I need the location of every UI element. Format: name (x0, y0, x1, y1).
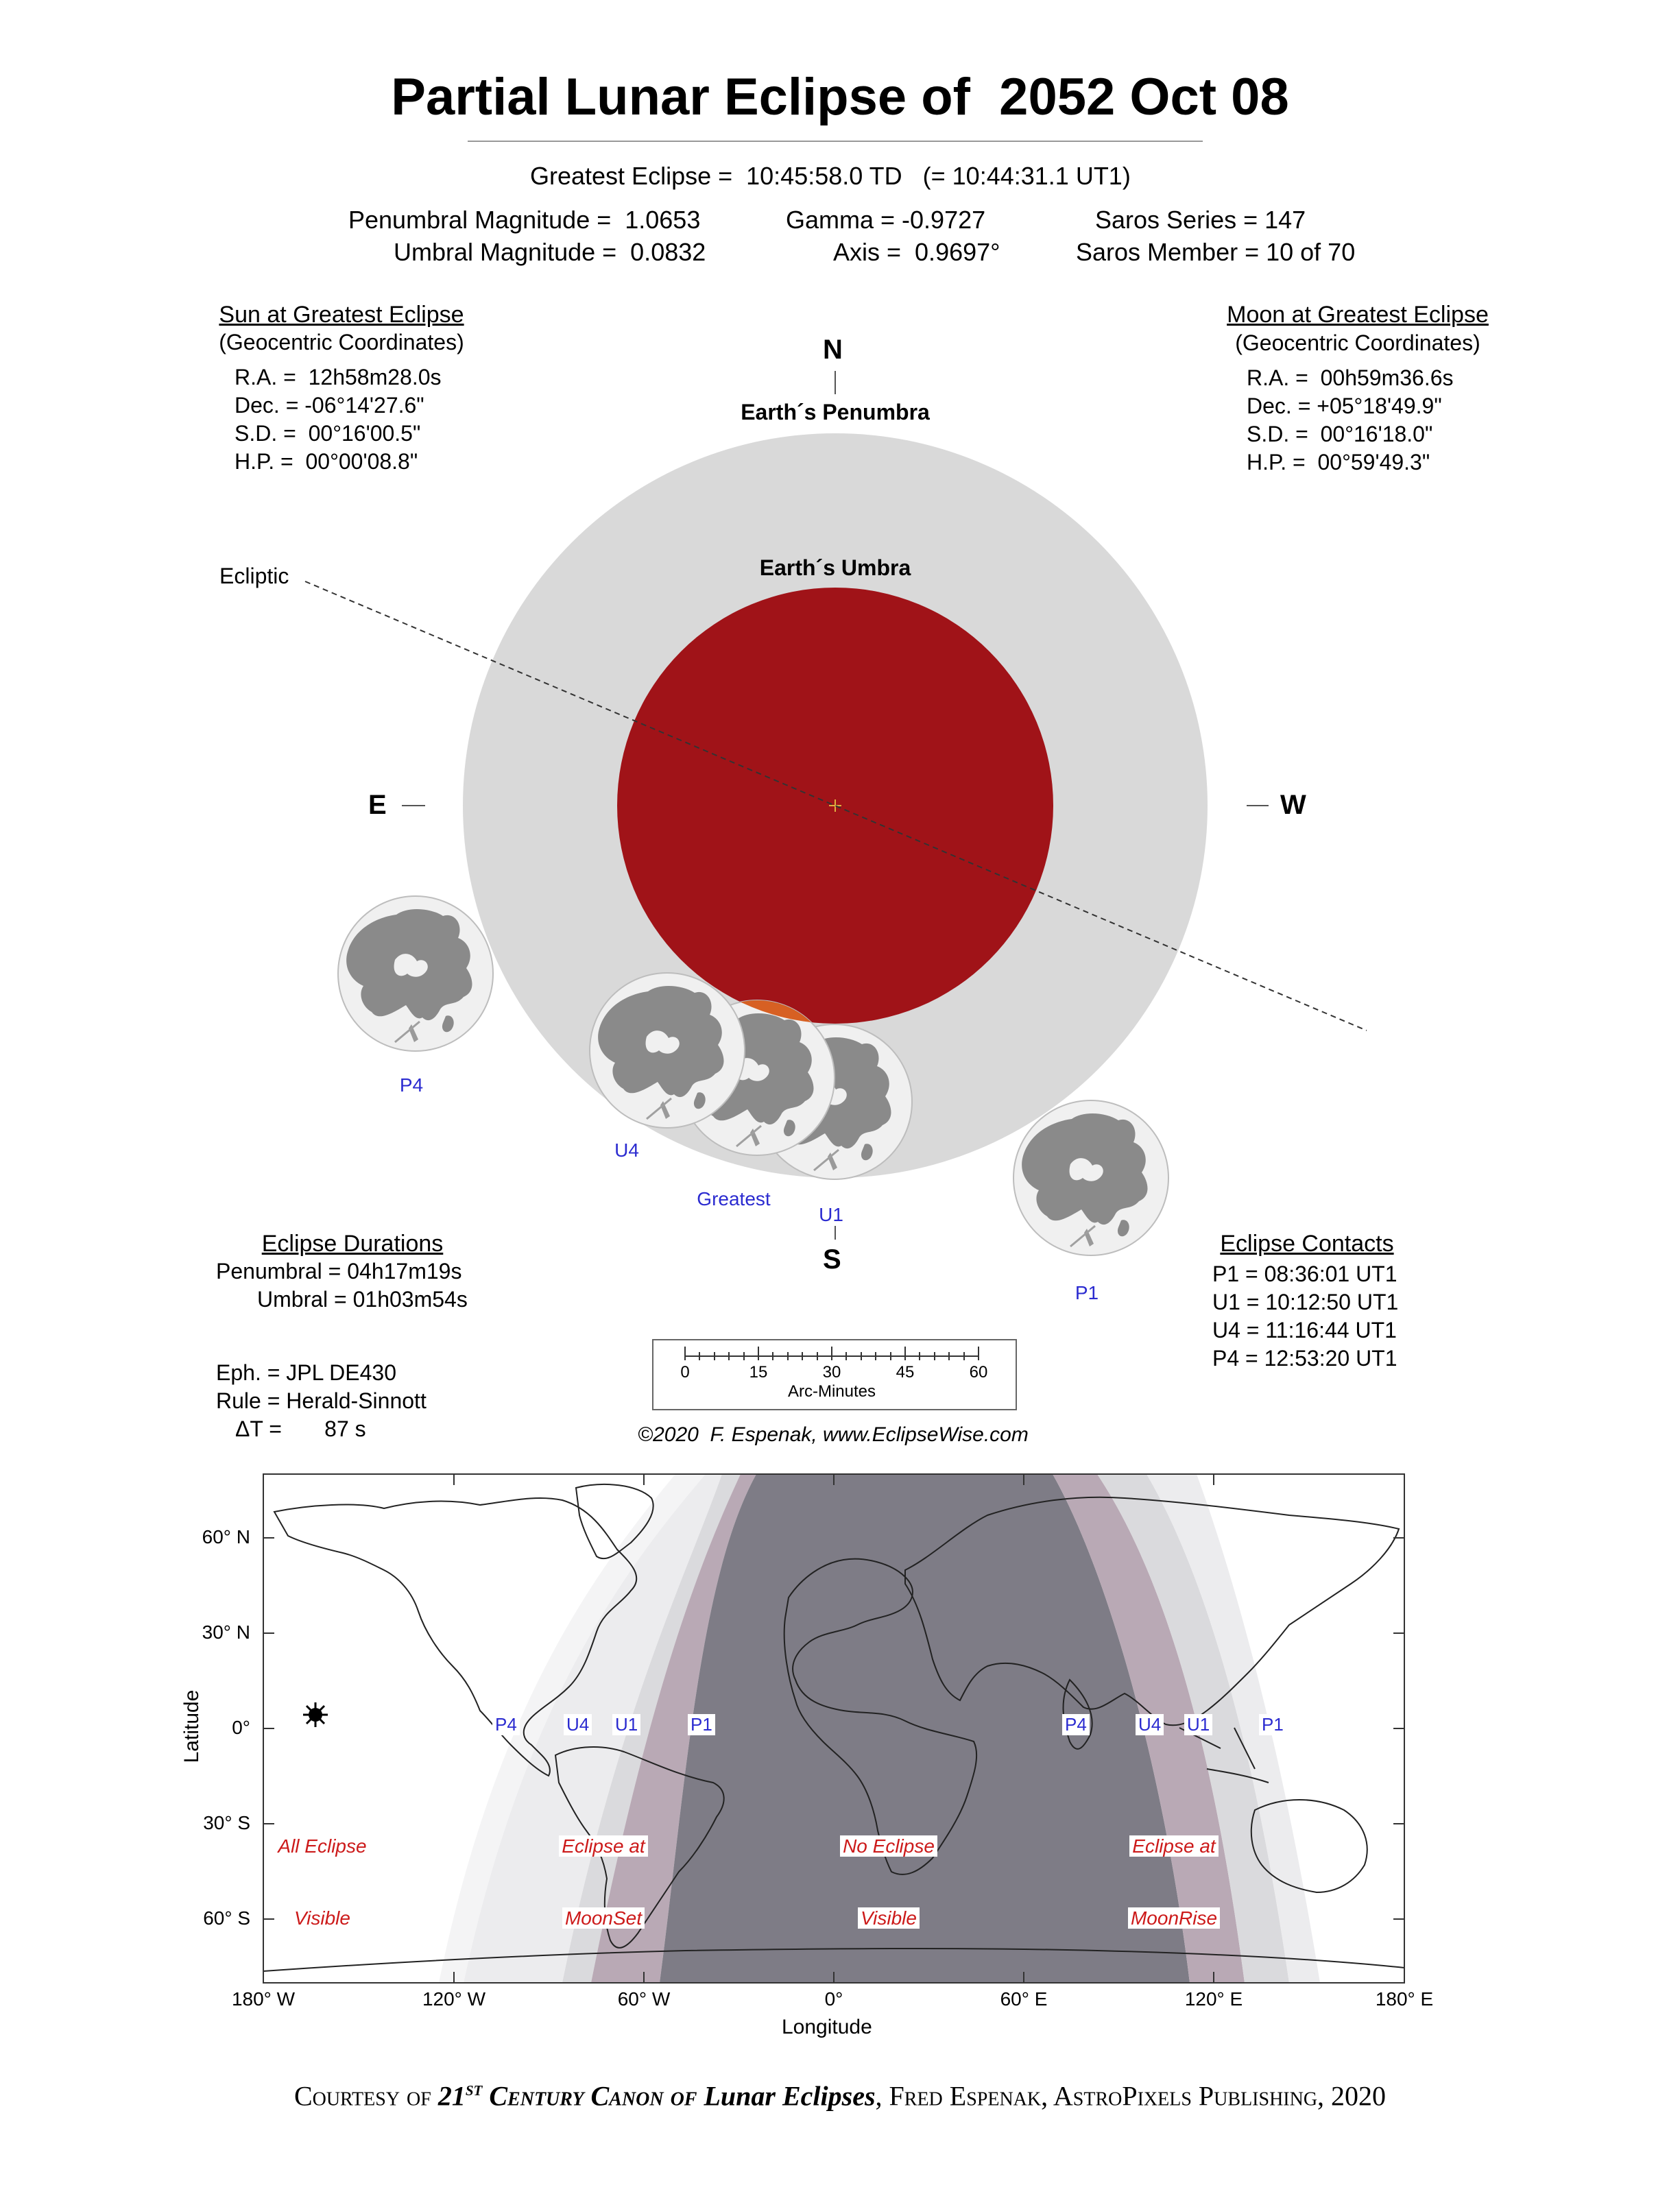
map-u4-east: U4 (1136, 1714, 1164, 1735)
u1-moon-label: U1 (819, 1204, 843, 1225)
region-moonrise-line2: MoonRise (1128, 1907, 1220, 1929)
delta-t: ΔT = 87 s (235, 1417, 366, 1441)
lon-180w: 180° W (231, 1988, 296, 2010)
map-p1-east: P1 (1259, 1714, 1286, 1735)
scale-tick-15: 15 (749, 1363, 768, 1382)
moon-u4 (590, 973, 745, 1128)
scale-tick-45: 45 (896, 1363, 915, 1382)
contact-u1: U1 = 10:12:50 UT1 (1212, 1290, 1399, 1314)
map-u4-west: U4 (564, 1714, 592, 1735)
axis-value: Axis = 0.9697° (833, 238, 1000, 266)
latitude-axis-title: Latitude (180, 1689, 203, 1763)
lat-60s: 60° S (203, 1907, 250, 1929)
south-label: S (823, 1244, 841, 1275)
saros-series: Saros Series = 147 (1095, 206, 1306, 234)
moon-subheading: (Geocentric Coordinates) (1235, 330, 1480, 355)
lat-0: 0° (232, 1717, 250, 1738)
greatest-moon-label: Greatest (697, 1188, 771, 1209)
sun-heading: Sun at Greatest Eclipse (219, 302, 464, 328)
map-p4-east: P4 (1062, 1714, 1090, 1735)
courtesy-book-suffix: st (465, 2077, 483, 2100)
umbra-label: Earth´s Umbra (759, 555, 911, 580)
ecliptic-label: Ecliptic (219, 564, 289, 588)
moon-hp: H.P. = 00°59'49.3" (1247, 450, 1430, 474)
sun-sd: S.D. = 00°16'00.5" (235, 421, 421, 446)
moon-dec: Dec. = +05°18'49.9" (1247, 394, 1442, 418)
courtesy-prefix: Courtesy of (293, 2080, 438, 2112)
region-none-visible-line1: No Eclipse (840, 1835, 937, 1857)
rule: Rule = Herald-Sinnott (216, 1388, 427, 1413)
penumbral-duration: Penumbral = 04h17m19s (216, 1259, 462, 1283)
contact-u4: U4 = 11:16:44 UT1 (1212, 1318, 1397, 1342)
p1-moon-label: P1 (1075, 1282, 1099, 1303)
gamma-value: Gamma = -0.9727 (786, 206, 986, 234)
map-p4-west: P4 (492, 1714, 520, 1735)
moon-sd: S.D. = 00°16'18.0" (1247, 422, 1433, 446)
region-moonrise (1105, 1786, 1243, 1954)
map-p1-west: P1 (688, 1714, 715, 1735)
region-none-visible (820, 1786, 957, 1954)
scale-unit-label: Arc-Minutes (787, 1382, 876, 1401)
umbral-magnitude: Umbral Magnitude = 0.0832 (394, 238, 706, 266)
moon-zenith-marker (303, 1702, 328, 1727)
lat-60n: 60° N (202, 1526, 250, 1547)
courtesy-book-century: Century Canon of (482, 2080, 704, 2112)
sun-subheading: (Geocentric Coordinates) (219, 330, 464, 354)
sun-hp: H.P. = 00°00'08.8" (235, 449, 418, 474)
scale-tick-60: 60 (969, 1363, 988, 1382)
moon-p1 (1013, 1100, 1168, 1255)
scale-tick-30: 30 (822, 1363, 841, 1382)
durations-heading: Eclipse Durations (261, 1231, 444, 1257)
greatest-eclipse-text: Greatest Eclipse = 10:45:58.0 TD (= 10:44:31.1 UT1) (530, 162, 1131, 190)
moon-ra: R.A. = 00h59m36.6s (1247, 365, 1454, 390)
region-moonset (535, 1786, 672, 1954)
region-all-visible-line1: All Eclipse (278, 1835, 367, 1857)
saros-member: Saros Member = 10 of 70 (1076, 238, 1356, 266)
contact-p1: P1 = 08:36:01 UT1 (1212, 1262, 1397, 1286)
region-all-visible-line2: Visible (294, 1907, 350, 1929)
north-label: N (823, 335, 843, 365)
moon-heading: Moon at Greatest Eclipse (1227, 302, 1489, 328)
east-label: E (368, 790, 387, 820)
region-all-visible (254, 1786, 391, 1954)
moon-p4 (338, 896, 493, 1051)
penumbra-label: Earth´s Penumbra (741, 400, 930, 424)
region-moonrise-line1: Eclipse at (1129, 1835, 1218, 1857)
map-u1-east: U1 (1184, 1714, 1212, 1735)
courtesy-line (0, 2077, 1680, 2112)
p4-moon-label: P4 (399, 1074, 424, 1096)
region-none-visible-line2: Visible (858, 1907, 920, 1929)
lon-60w: 60° W (617, 1988, 671, 2010)
sun-ra: R.A. = 12h58m28.0s (235, 365, 442, 389)
contact-p4: P4 = 12:53:20 UT1 (1212, 1346, 1397, 1371)
lat-30n: 30° N (202, 1622, 250, 1643)
lon-120w: 120° W (422, 1988, 486, 2010)
copyright: ©2020 F. Espenak, www.EclipseWise.com (638, 1423, 1029, 1446)
lon-0: 0° (824, 1988, 843, 2010)
courtesy-book-number: 21 (437, 2080, 466, 2112)
lon-180e: 180° E (1375, 1988, 1434, 2010)
sun-dec: Dec. = -06°14'27.6" (235, 393, 424, 418)
scale-tick-0: 0 (680, 1363, 690, 1382)
lon-120e: 120° E (1184, 1988, 1243, 2010)
u4-moon-label: U4 (614, 1140, 639, 1161)
ephemeris: Eph. = JPL DE430 (216, 1360, 396, 1385)
courtesy-book-lunar: Lunar Eclipses (704, 2080, 876, 2112)
map-u1-west: U1 (612, 1714, 640, 1735)
lat-30s: 30° S (203, 1812, 250, 1833)
contacts-heading: Eclipse Contacts (1220, 1231, 1394, 1257)
region-moonset-line1: Eclipse at (559, 1835, 647, 1857)
lon-60e: 60° E (1000, 1988, 1048, 2010)
region-moonset-line2: MoonSet (562, 1907, 645, 1929)
penumbral-magnitude: Penumbral Magnitude = 1.0653 (348, 206, 701, 234)
courtesy-rest: , Fred Espenak, AstroPixels Publishing, 2020 (875, 2080, 1387, 2112)
umbral-duration: Umbral = 01h03m54s (257, 1287, 468, 1312)
page-title: Partial Lunar Eclipse of 2052 Oct 08 (391, 68, 1289, 126)
west-label: W (1280, 790, 1306, 820)
longitude-axis-title: Longitude (782, 2016, 872, 2038)
